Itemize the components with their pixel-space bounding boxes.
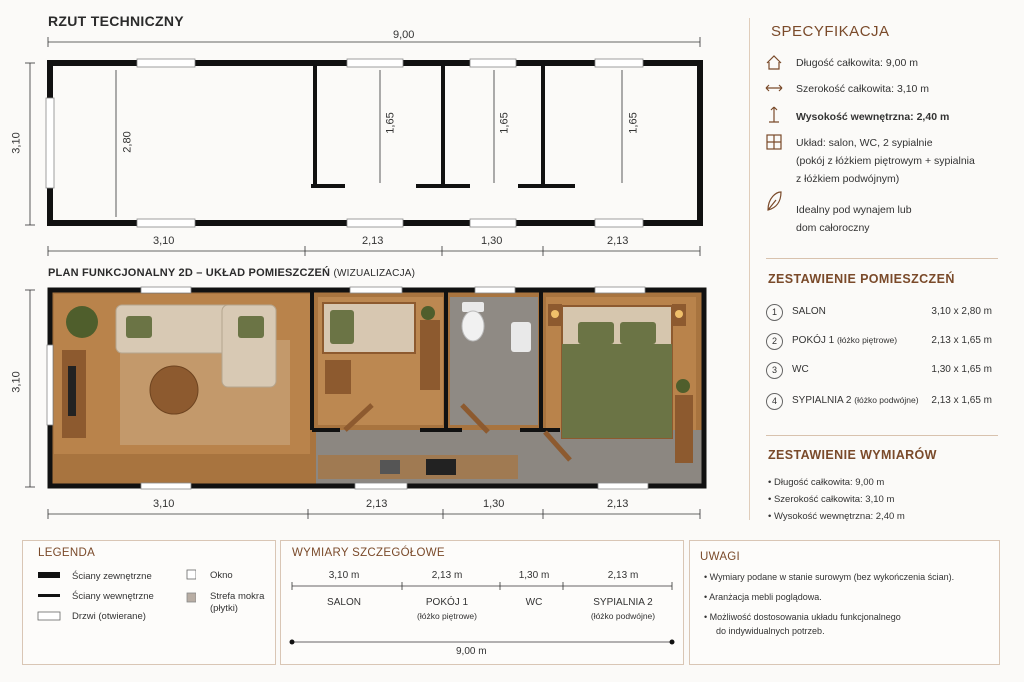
functional-dim-label: 3,10 <box>153 498 175 510</box>
technical-outer-wall <box>50 63 700 223</box>
wardrobe <box>420 320 440 390</box>
spec-height: Wysokość wewnętrzna: 2,40 m <box>796 111 950 123</box>
cushion <box>126 316 152 338</box>
washbasin <box>511 322 531 352</box>
spec-icons <box>764 52 784 222</box>
note-item: • Możliwość dostosowania układu funkcjonalnego do indywidualnych potrzeb. <box>704 612 901 636</box>
dimension-item: • Szerokość całkowita: 3,10 m <box>768 494 895 505</box>
wet-zone-swatch <box>187 593 196 602</box>
detailed-dimensions-title: WYMIARY SZCZEGÓŁOWE <box>292 547 445 559</box>
technical-windows <box>46 59 643 227</box>
leaf-icon <box>768 192 781 210</box>
width-arrows-icon <box>766 85 782 91</box>
spec-length: Długość całkowita: 9,00 m <box>796 57 918 69</box>
bedding <box>562 344 672 438</box>
door-swatch <box>38 612 60 620</box>
functional-dim-label: 2,13 <box>607 498 629 510</box>
legend-label: Strefa mokra (płytki) <box>210 591 265 614</box>
detailed-segments: 3,10 m SALON 2,13 m POKÓJ 1 (łóżko piętrowe) 1,30 m WC 2,13 m SYPIALNIA 2 (łóżko podwójne) <box>327 570 656 621</box>
bottom-dim-label: 2,13 <box>607 235 629 247</box>
cushion <box>238 316 264 338</box>
total-width-dimension-line <box>25 63 35 225</box>
inner-dim-label: 1,65 <box>384 112 397 134</box>
technical-inner-dimension-lines <box>116 70 622 217</box>
dimension-item: • Długość całkowita: 9,00 m <box>768 477 885 488</box>
note-item: • Aranżacja mebli poglądowa. <box>704 592 822 602</box>
legend-label: Drzwi (otwierane) <box>72 611 146 622</box>
layout-grid-icon <box>767 135 781 149</box>
note-item: • Wymiary podane w stanie surowym (bez wykończenia ścian). <box>704 572 955 582</box>
room-row: 3 WC 1,30 x 1,65 m <box>766 362 998 380</box>
total-length-dimension-line <box>48 37 700 47</box>
functional-width-label: 3,10 <box>10 371 23 393</box>
coffee-table <box>150 366 198 414</box>
inner-dim-label: 2,80 <box>121 131 134 153</box>
room-row: 4 SYPIALNIA 2 (łóżko podwójne) 2,13 x 1,65 m <box>766 393 998 411</box>
rooms-title: ZESTAWIENIE POMIESZCZEŃ <box>768 272 955 286</box>
panel-divider <box>749 18 750 520</box>
dimensions-list <box>768 474 905 525</box>
exterior-wall-swatch <box>38 572 60 578</box>
legend-label: Ściany zewnętrzne <box>72 571 152 582</box>
dimensions-title: ZESTAWIENIE WYMIARÓW <box>768 448 937 462</box>
dimension-item: • Wysokość wewnętrzna: 2,40 m <box>768 511 905 522</box>
legend-label: Okno <box>210 570 233 581</box>
bottom-dim-label: 2,13 <box>362 235 384 247</box>
room-row: 2 POKÓJ 1 (łóżko piętrowe) 2,13 x 1,65 m <box>766 333 998 351</box>
room-row: 1 SALON 3,10 x 2,80 m <box>766 304 998 322</box>
interior-wall-swatch <box>38 594 60 597</box>
total-length-label: 9,00 <box>393 29 415 41</box>
inner-dim-label: 1,65 <box>627 112 640 134</box>
total-width-label: 3,10 <box>10 132 23 154</box>
plant <box>66 306 98 338</box>
spec-width: Szerokość całkowita: 3,10 m <box>796 83 930 95</box>
toilet <box>462 311 484 341</box>
divider <box>766 258 998 259</box>
bottom-dim-label: 1,30 <box>481 235 503 247</box>
house-icon <box>767 56 781 69</box>
technical-bottom-dimension-line <box>48 246 700 256</box>
detailed-total: 9,00 m <box>456 646 487 657</box>
legend-label: Ściany wewnętrzne <box>72 591 154 602</box>
inner-dim-label: 1,65 <box>498 112 511 134</box>
functional-dim-label: 2,13 <box>366 498 388 510</box>
spec-purpose: Idealny pod wynajem lub dom całoroczny <box>796 204 912 234</box>
bottom-dim-label: 3,10 <box>153 235 175 247</box>
technical-plan-title: RZUT TECHNICZNY <box>48 13 184 29</box>
functional-plan-title: PLAN FUNKCJONALNY 2D – UKŁAD POMIESZCZEŃ (WIZUALIZACJA) <box>48 267 416 279</box>
legend-title: LEGENDA <box>38 547 96 559</box>
notes-title: UWAGI <box>700 551 741 563</box>
height-arrow-icon <box>769 107 779 122</box>
window-swatch <box>187 570 196 579</box>
spec-title: SPECYFIKACJA <box>771 23 890 40</box>
spec-layout: Układ: salon, WC, 2 sypialnie (pokój z łóżkiem piętrowym + sypialnia z łóżkiem podwójnym) <box>796 137 975 185</box>
functional-width-dimension-line <box>25 290 35 487</box>
dresser <box>675 395 693 463</box>
functional-bottom-dimension-line <box>48 509 700 519</box>
divider <box>766 435 998 436</box>
technical-internal-walls <box>311 63 575 186</box>
functional-dim-label: 1,30 <box>483 498 505 510</box>
kitchen-counter <box>318 455 518 479</box>
nightstand <box>325 360 351 394</box>
